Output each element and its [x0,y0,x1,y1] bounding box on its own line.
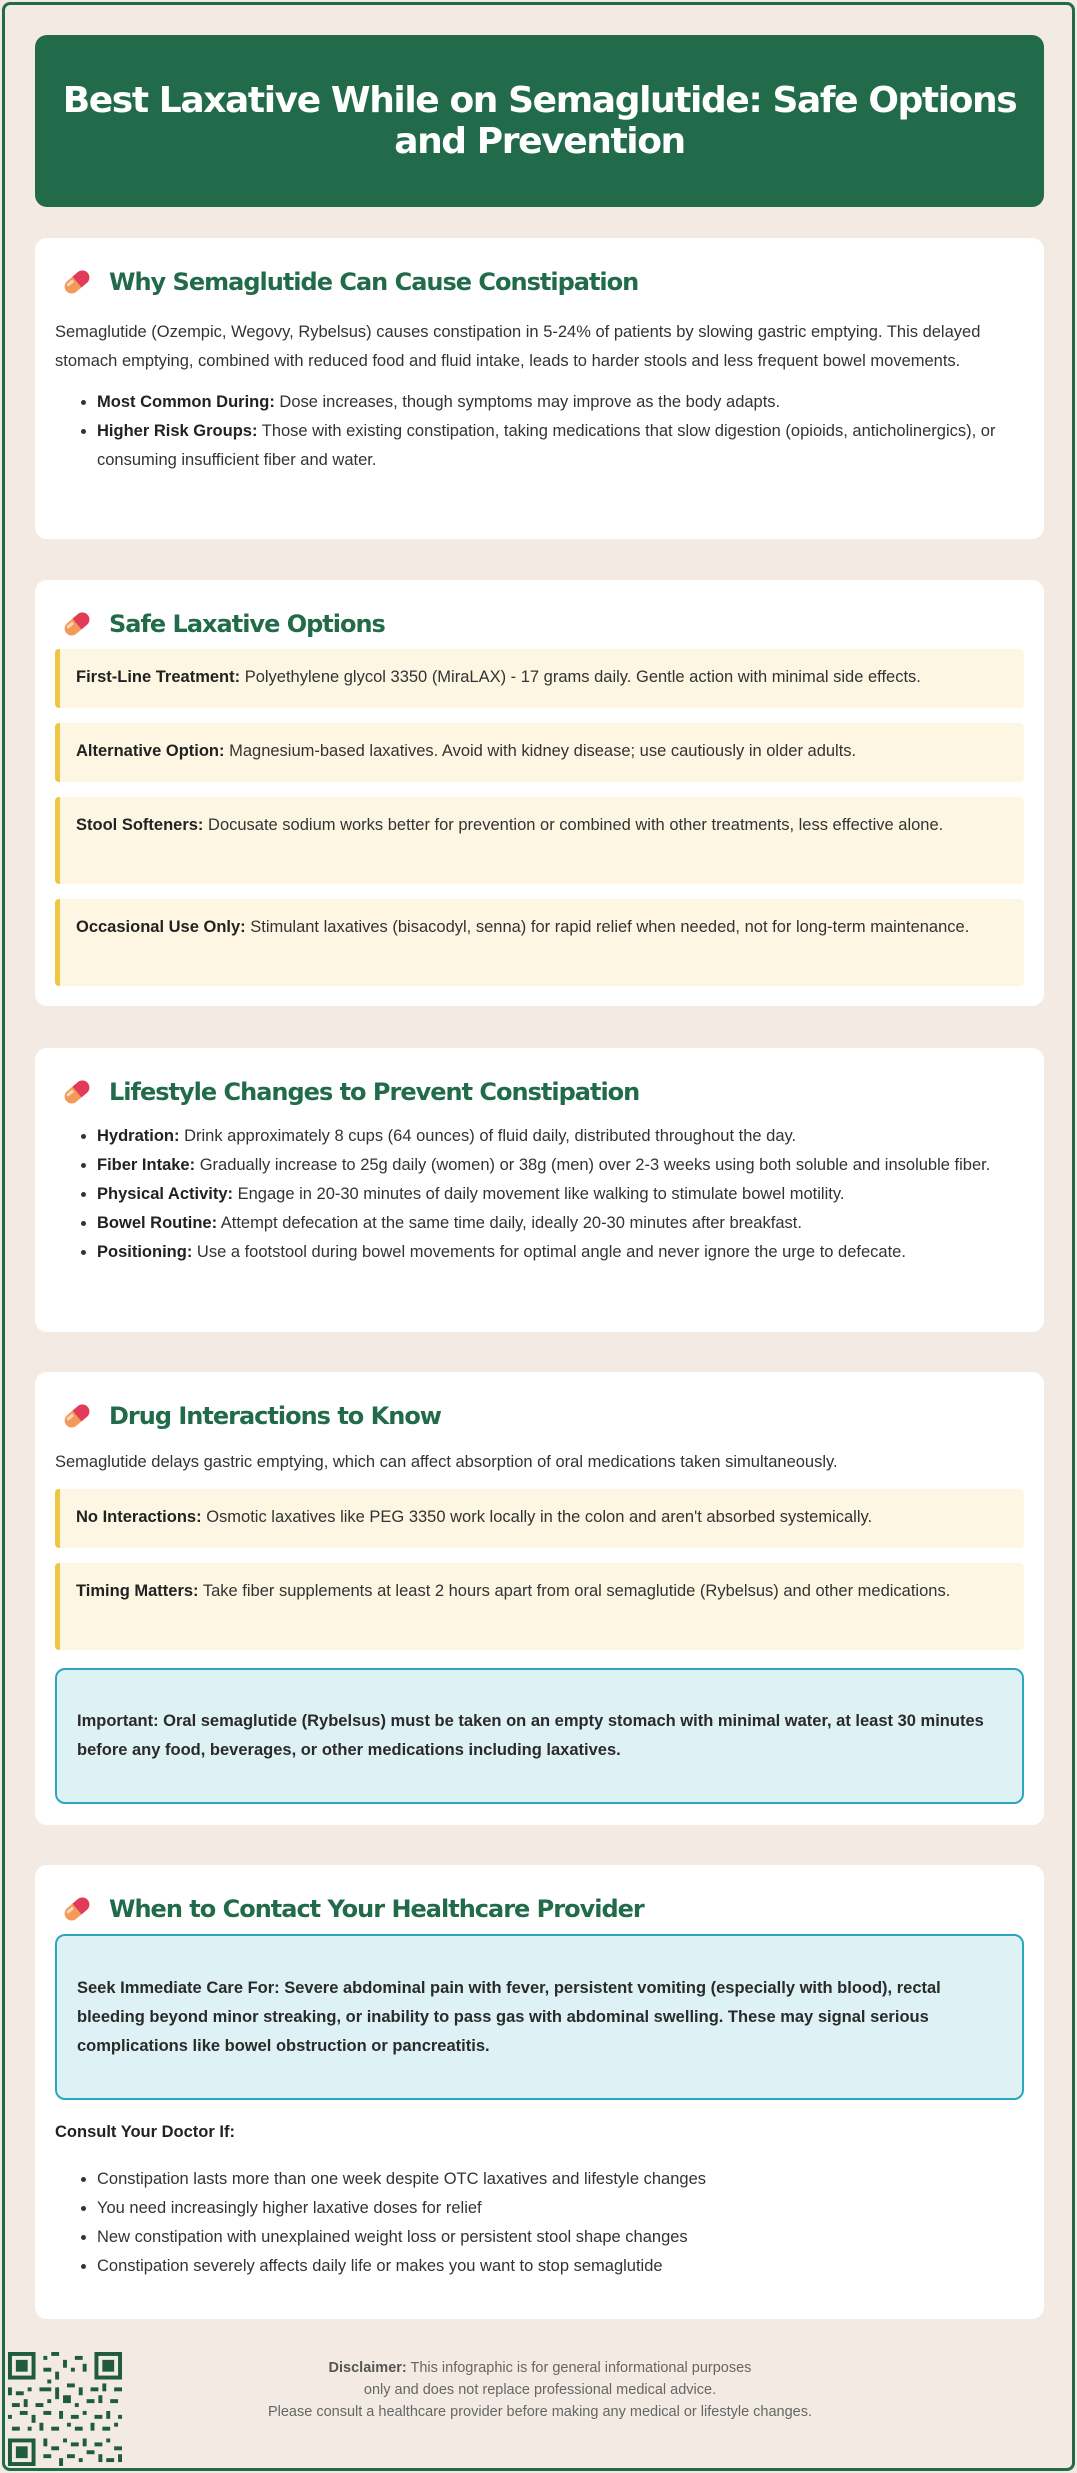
list-item: • Constipation lasts more than one week despite OTC laxatives and lifestyle changes [97,2165,706,2194]
disclaimer-line: Please consult a healthcare provider before making any medical or lifestyle changes. [267,2404,813,2420]
section-why [35,238,1044,539]
list-item: • Fiber Intake: Gradually increase to 25g daily (women) or 38g (men) over 2-3 weeks using both soluble and insoluble fiber. [97,1151,1024,1180]
bullet-list [55,1122,1024,1267]
important-alert: Important: Oral semaglutide (Rybelsus) must be taken on an empty stomach with minimal water, at least 30 minutes before any food, beverages, or other medications including laxatives. [55,1668,1024,1804]
urgent-care-alert: Seek Immediate Care For: Severe abdominal pain with fever, persistent vomiting (especially with blood), rectal bleeding beyond minor streaking, or inability to pass gas with abdominal swelling. These may signal serious complications like bowel obstruction or pancreatitis. [55,1934,1024,2100]
pill-icon [59,1891,95,1927]
bullet-list [55,2165,706,2281]
callout-box: Stool Softeners: Docusate sodium works better for prevention or combined with other treatments, less effective alone. [55,797,1024,884]
list-item: • Bowel Routine: Attempt defecation at the same time daily, ideally 20-30 minutes after breakfast. [97,1209,1024,1238]
disclaimer-label: Disclaimer: [328,2360,407,2376]
callout-box: No Interactions: Osmotic laxatives like PEG 3350 work locally in the colon and aren't absorbed systemically. [55,1489,1024,1548]
pill-icon [59,264,95,300]
disclaimer [180,2357,900,2423]
section-contact [35,1865,1044,2319]
section-heading [59,260,1024,304]
callout-box: Alternative Option: Magnesium-based laxatives. Avoid with kidney disease; use cautiously in older adults. [55,723,1024,782]
section-heading [59,1394,1024,1438]
callout-box: Occasional Use Only: Stimulant laxatives (bisacodyl, senna) for rapid relief when needed, not for long-term maintenance. [55,899,1024,986]
callout-box: Timing Matters: Take fiber supplements at least 2 hours apart from oral semaglutide (Rybelsus) and other medications. [55,1563,1024,1650]
section-heading [59,1887,1024,1931]
page-header [35,35,1044,207]
section-interactions [35,1372,1044,1825]
list-item: • Physical Activity: Engage in 20-30 minutes of daily movement like walking to stimulate bowel motility. [97,1180,1024,1209]
pill-icon [59,606,95,642]
section-title: Drug Interactions to Know [109,1402,441,1430]
disclaimer-line: only and does not replace professional medical advice. [363,2382,717,2398]
page-title: Best Laxative While on Semaglutide: Safe Options and Prevention [62,80,1017,162]
bullet-list [55,388,1024,475]
list-item: • New constipation with unexplained weight loss or persistent stool shape changes [97,2223,706,2252]
section-intro: Semaglutide delays gastric emptying, which can affect absorption of oral medications taken simultaneously. [55,1453,838,1471]
section-title: Lifestyle Changes to Prevent Constipation [109,1078,640,1106]
section-title: When to Contact Your Healthcare Provider [109,1895,644,1923]
section-heading [59,1070,1024,1114]
qr-code-icon [8,2352,122,2466]
list-item: • Hydration: Drink approximately 8 cups (64 ounces) of fluid daily, distributed throughout the day. [97,1122,1024,1151]
section-title: Safe Laxative Options [109,610,385,638]
list-item: • Positioning: Use a footstool during bowel movements for optimal angle and never ignore the urge to defecate. [97,1238,1024,1267]
section-options [35,580,1044,1006]
pill-icon [59,1074,95,1110]
disclaimer-line: This infographic is for general informational purposes [406,2360,752,2376]
section-title: Why Semaglutide Can Cause Constipation [109,268,639,296]
list-item: • Higher Risk Groups: Those with existing constipation, taking medications that slow digestion (opioids, anticholinergics), or consuming insufficient fiber and water. [97,417,1024,475]
pill-icon [59,1398,95,1434]
section-heading [59,602,1024,646]
list-item: • Most Common During: Dose increases, though symptoms may improve as the body adapts. [97,388,1024,417]
list-item: • Constipation severely affects daily life or makes you want to stop semaglutide [97,2252,706,2281]
consult-heading: Consult Your Doctor If: [55,2123,235,2141]
section-lifestyle [35,1048,1044,1332]
callout-box: First-Line Treatment: Polyethylene glycol 3350 (MiraLAX) - 17 grams daily. Gentle action with minimal side effects. [55,649,1024,708]
list-item: • You need increasingly higher laxative doses for relief [97,2194,706,2223]
section-intro: Semaglutide (Ozempic, Wegovy, Rybelsus) causes constipation in 5-24% of patients by slowing gastric emptying. This delayed stomach emptying, combined with reduced food and fluid intake, leads to harder stools and less frequent bowel movements. [55,323,981,370]
